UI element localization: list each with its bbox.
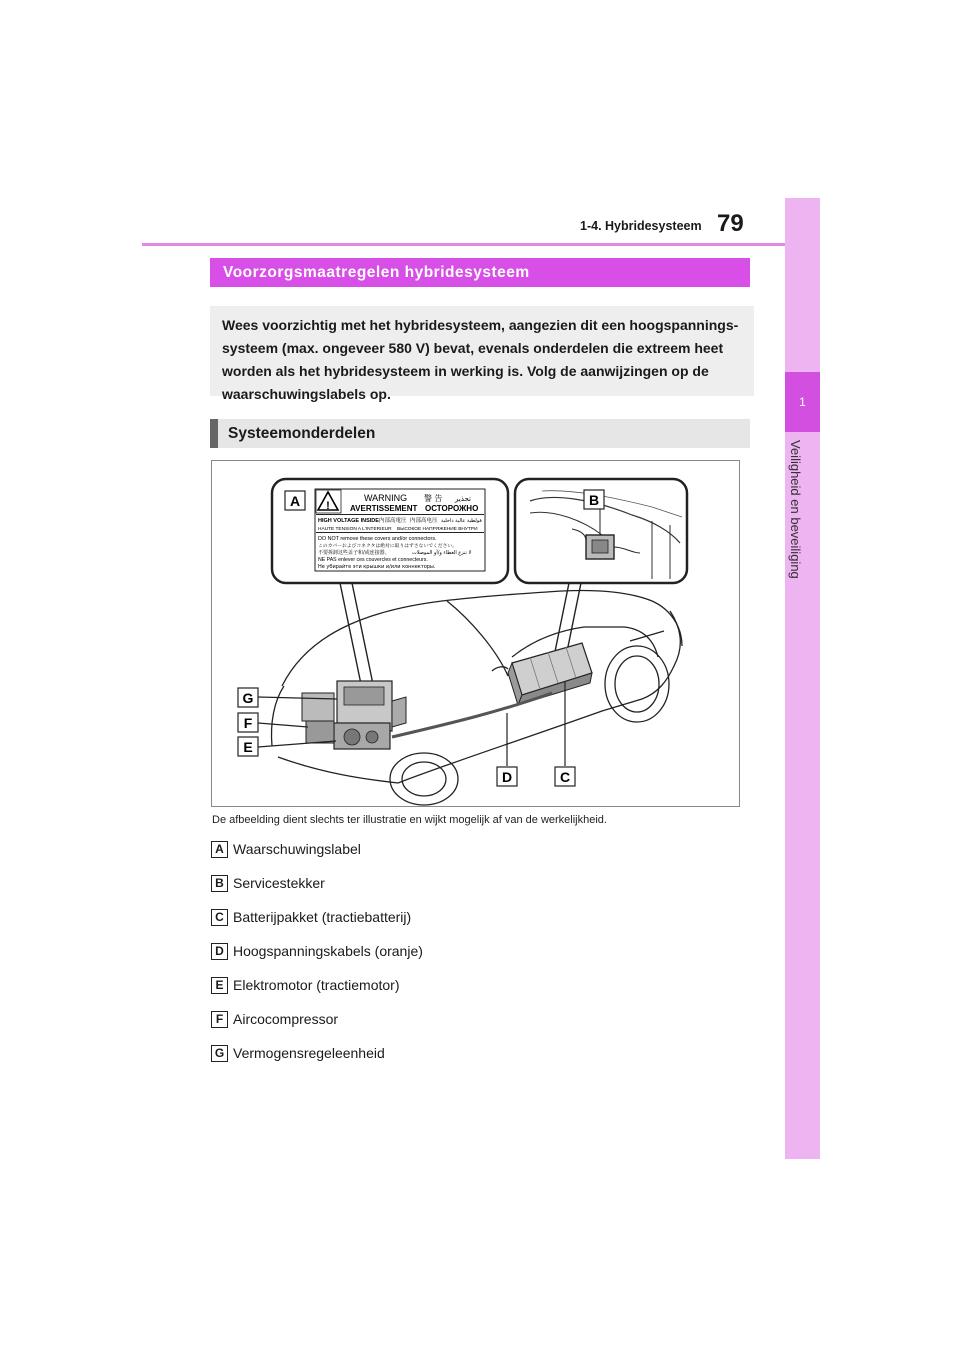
battery-pack <box>508 643 592 705</box>
legend-text: Hoogspanningskabels (oranje) <box>233 943 423 959</box>
label-line: 警 告 <box>424 494 443 503</box>
legend-list <box>211 840 423 1078</box>
label-line: 不要拆卸这些盖子和/或连接器。 <box>318 550 390 556</box>
svg-text:!: ! <box>326 500 330 512</box>
section-title: Voorzorgsmaatregelen hybridesysteem <box>210 258 750 287</box>
header-rule <box>142 243 785 246</box>
legend-text: Aircocompressor <box>233 1011 339 1027</box>
callout-a-letter: A <box>289 493 301 509</box>
legend-item <box>211 1044 423 1078</box>
legend-text: Elektromotor (tractiemotor) <box>233 977 400 993</box>
callout-b-letter: B <box>588 492 600 508</box>
legend-text: Waarschuwingslabel <box>233 841 361 857</box>
label-line: فولطية عالية داخلية <box>441 518 482 524</box>
label-line: DO NOT remove these covers and/or connectors. <box>318 536 437 542</box>
legend-text: Servicestekker <box>233 875 325 891</box>
callout-e-letter: E <box>243 739 253 755</box>
page-number: 79 <box>717 210 744 237</box>
figure-caption: De afbeelding dient slechts ter illustratie en wijkt mogelijk af van de werkelijkheid. <box>212 814 607 826</box>
legend-item <box>211 976 423 1010</box>
legend-letter: D <box>211 943 228 960</box>
label-line: HIGH VOLTAGE INSIDE <box>318 518 379 524</box>
legend-item <box>211 840 423 874</box>
intro-line: Wees voorzichtig met het hybridesysteem, aangezien dit een hoogspannings- <box>222 317 739 333</box>
intro-line: systeem (max. ongeveer 580 V) bevat, evenals onderdelen die extreem heet <box>222 340 724 356</box>
label-line: تحذير <box>455 495 471 503</box>
label-line: NE PAS enlever ces couvercles et connecteurs. <box>318 557 428 563</box>
legend-item <box>211 1010 423 1044</box>
callout-f-letter: F <box>243 715 253 731</box>
legend-letter: G <box>211 1045 228 1062</box>
chapter-number: 1 <box>785 372 820 432</box>
label-line: 内部高电压 <box>410 518 438 524</box>
legend-letter: C <box>211 909 228 926</box>
engine-bay <box>302 681 406 749</box>
legend-text: Vermogensregeleenheid <box>233 1045 385 1061</box>
chapter-title: Veiligheid en beveiliging <box>788 440 803 579</box>
car-illustration <box>212 461 741 808</box>
legend-letter: E <box>211 977 228 994</box>
intro-box <box>210 306 754 402</box>
legend-letter: A <box>211 841 228 858</box>
section-header: 1-4. Hybridesysteem <box>580 219 702 233</box>
subsection-title: Systeemonderdelen <box>210 419 750 448</box>
legend-item <box>211 908 423 942</box>
label-line: ОСТОРОЖНО <box>425 504 479 513</box>
intro-line: worden als het hybridesysteem in werking is. Volg de aanwijzingen op de <box>222 363 709 379</box>
label-line: AVERTISSEMENT <box>350 504 418 513</box>
legend-text: Batterijpakket (tractiebatterij) <box>233 909 412 925</box>
legend-letter: F <box>211 1011 228 1028</box>
callout-g-letter: G <box>242 690 254 706</box>
callout-d-letter: D <box>501 769 513 785</box>
intro-line: waarschuwingslabels op. <box>222 386 391 402</box>
label-line: Не убирайте эти крышки и/или коннекторы. <box>318 564 436 570</box>
legend-letter: B <box>211 875 228 892</box>
hybrid-system-figure <box>211 460 740 807</box>
label-line: لا تنزع الغطاء و/أو الموصلات <box>412 550 472 556</box>
chapter-side-tab <box>785 198 820 1159</box>
legend-item <box>211 942 423 976</box>
label-line: ВЫСОКОЕ НАПРЯЖЕНИЕ ВНУТРИ <box>397 527 478 532</box>
label-line: HAUTE TENSION A L'INTERIEUR <box>318 527 392 532</box>
legend-item <box>211 874 423 908</box>
label-line: このカバーおよびコネクタは絶対に取りはずさないでください。 <box>318 544 458 549</box>
label-line: WARNING <box>364 493 408 503</box>
callout-c-letter: C <box>559 769 571 785</box>
label-line: 内部高電圧 <box>379 518 407 524</box>
